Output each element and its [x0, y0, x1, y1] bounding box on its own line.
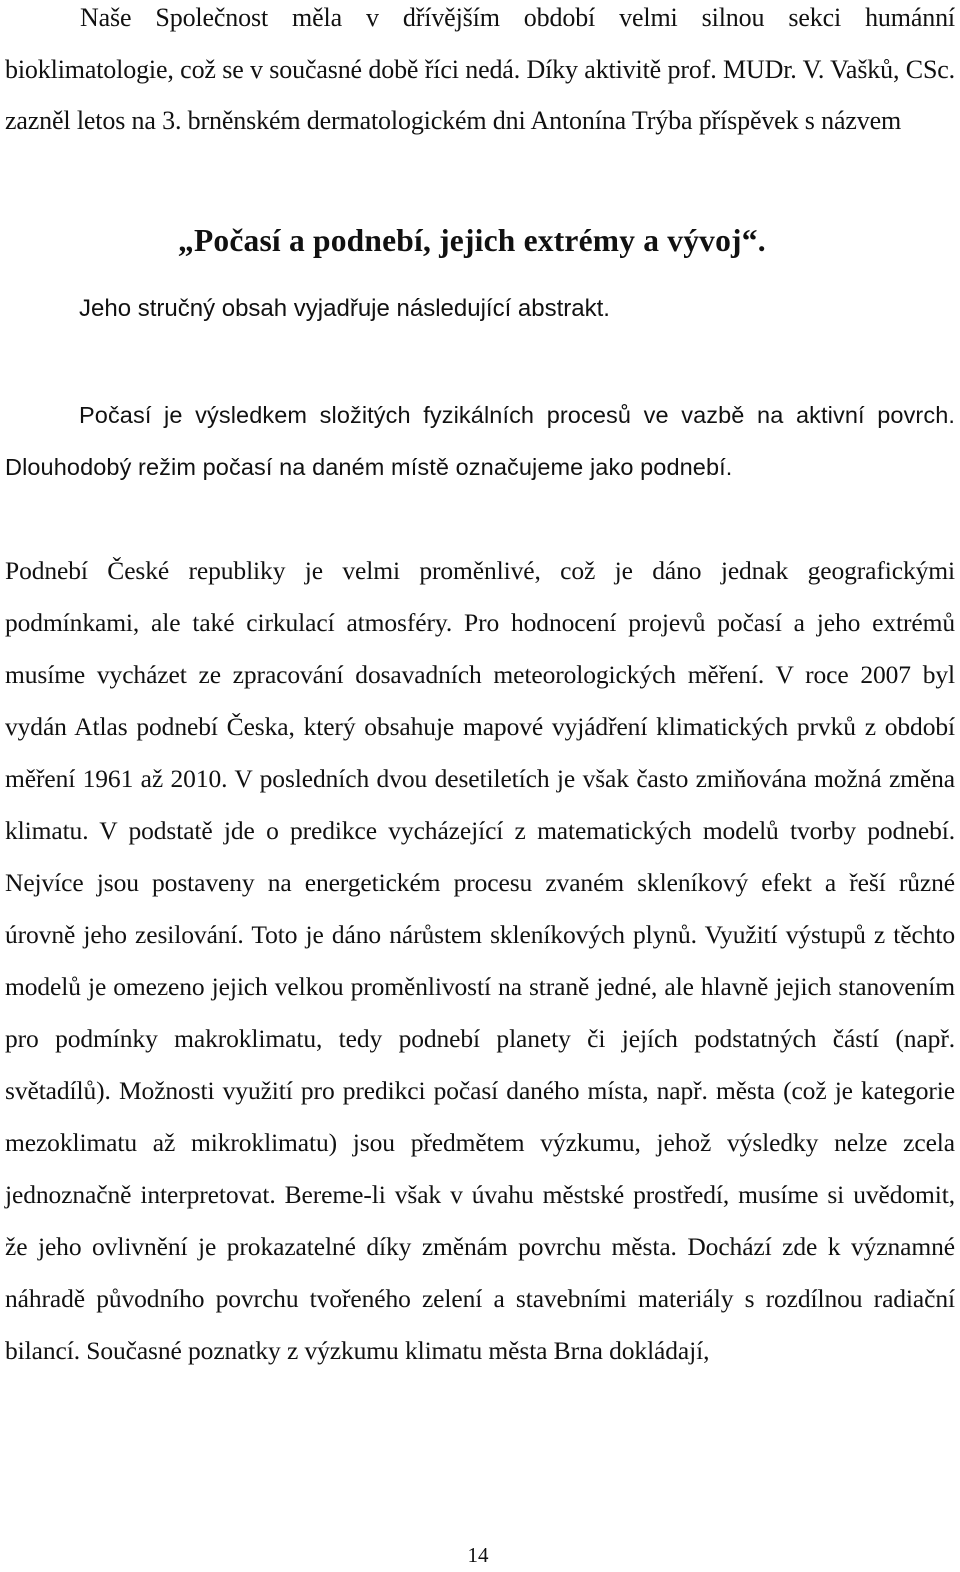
intro-paragraph: Naše Společnost měla v dřívějším období velmi silnou sekci humánní bioklimatologie, což se v současné době říci nedá. Díky aktivitě prof. MUDr. V. Vašků, CSc. zazněl letos na 3. brněnském dermatologickém dni Antonína Trýba příspěvek s názvem	[5, 3, 955, 136]
page-number: 14	[467, 1543, 489, 1567]
abstract-intro: Jeho stručný obsah vyjadřuje následující abstrakt.	[79, 295, 610, 322]
abstract-body-paragraph: Podnebí České republiky je velmi proměnlivé, což je dáno jednak geografickými podmínkami, ale také cirkulací atmosféry. Pro hodnocení projevů počasí a jeho extrémů musíme vycházet ze zpracování dosavadních meteorologických měření. V roce 2007 byl vydán Atlas podnebí Česka, který obsahuje mapové vyjádření klimatických prvků z období měření 1961 až 2010. V posledních dvou desetiletích je však často zmiňována možná změna klimatu. V podstatě jde o predikce vycházející z matematických modelů tvorby podnebí. Nejvíce jsou postaveny na energetickém procesu zvaném skleníkový efekt a řeší různé úrovně jeho zesilování. Toto je dáno nárůstem skleníkových plynů. Využití výstupů z těchto modelů je omezeno jejich velkou proměnlivostí na straně jedné, ale hlavně jejich stanovením pro podmínky makroklimatu, tedy podnebí planety či jejích podstatných částí (např. světadílů). Možnosti využití pro predikci počasí daného místa, např. města (což je kategorie mezoklimatu až mikroklimatu) jsou předmětem výzkumu, jehož výsledky nelze zcela jednoznačně interpretovat. Bereme-li však v úvahu městské prostředí, musíme si uvědomit, že jeho ovlivnění je prokazatelné díky změnám povrchu města. Dochází zde k významné náhradě původního povrchu tvořeného zelení a stavebními materiály s rozdílnou radiační bilancí. Současné poznatky z výzkumu klimatu města Brna dokládají,	[5, 556, 955, 1365]
abstract-paragraph: Počasí je výsledkem složitých fyzikálních procesů ve vazbě na aktivní povrch. Dlouhodobý režim počasí na daném místě označujeme jako podnebí.	[5, 402, 955, 480]
lecture-title: „Počasí a podnebí, jejich extrémy a vývoj“.	[178, 223, 766, 258]
